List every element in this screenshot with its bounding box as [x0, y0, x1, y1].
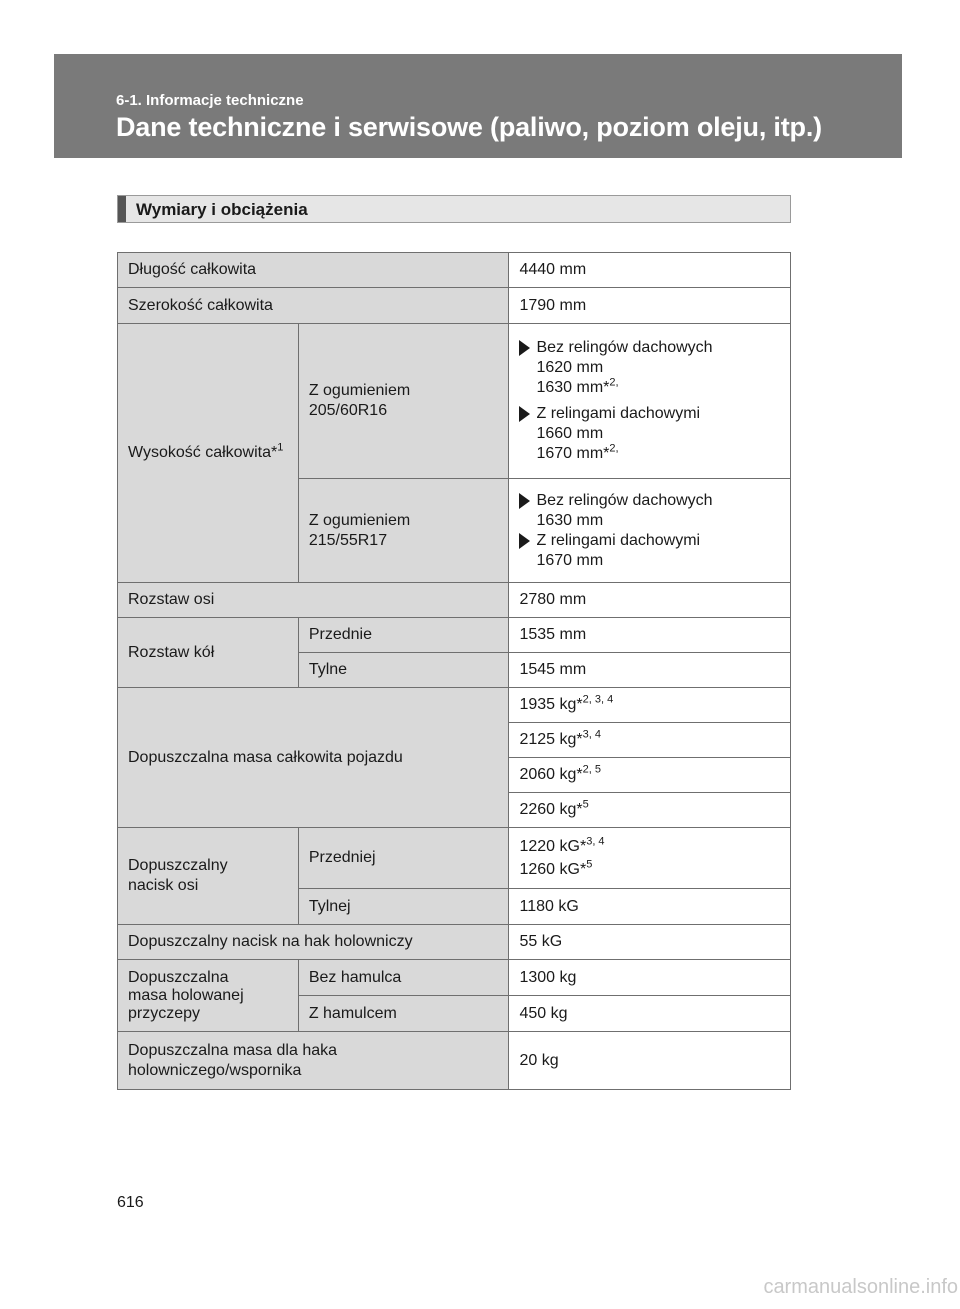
section-heading-text: Wymiary i obciążenia	[136, 200, 308, 219]
table-row	[118, 324, 791, 479]
carrier-value: 20 kg	[509, 1032, 791, 1090]
trailer-label: Dopuszczalna masa holowanej przyczepy	[118, 960, 299, 1032]
length-label: Długość całkowita	[118, 253, 509, 288]
list-item: Z relingami dachowymi	[519, 531, 780, 551]
gvw-value-3: 2060 kg*$^{2, 5}$	[509, 758, 791, 793]
track-front-label: Przednie	[298, 618, 509, 653]
track-rear-label: Tylne	[298, 653, 509, 688]
table-row	[118, 253, 791, 288]
width-value: 1790 mm	[509, 288, 791, 324]
gvw-value-4: 2260 kg*$^5$	[509, 793, 791, 828]
triangle-bullet-icon	[519, 493, 530, 509]
axle-rear-label: Tylnej	[298, 889, 509, 925]
trailer-brake-label: Z hamulcem	[298, 996, 509, 1032]
height-17-values: Bez relingów dachowych 1630 mm Z relingami dachowymi 1670 mm	[509, 479, 791, 583]
length-value: 4440 mm	[509, 253, 791, 288]
table-row	[118, 925, 791, 960]
height-17-label: Z ogumieniem 215/55R17	[298, 479, 509, 583]
track-front-value: 1535 mm	[509, 618, 791, 653]
section-heading	[117, 195, 791, 223]
triangle-bullet-icon	[519, 533, 530, 549]
height-16-label: Z ogumieniem 205/60R16	[298, 324, 509, 479]
trailer-nobrake-label: Bez hamulca	[298, 960, 509, 996]
hitch-label: Dopuszczalny nacisk na hak holowniczy	[118, 925, 509, 960]
watermark: carmanualsonline.info	[763, 1276, 958, 1298]
page-number: 616	[117, 1194, 144, 1211]
height-label: Wysokość całkowita*$^1$	[118, 324, 299, 583]
page-title: Dane techniczne i serwisowe (paliwo, poziom oleju, itp.)	[116, 112, 822, 142]
gvw-label: Dopuszczalna masa całkowita pojazdu	[118, 688, 509, 828]
table-row	[118, 1032, 791, 1090]
gvw-value-1: 1935 kg*$^{2, 3, 4}$	[509, 688, 791, 723]
width-label: Szerokość całkowita	[118, 288, 509, 324]
gvw-value-2: 2125 kg*$^{3, 4}$	[509, 723, 791, 758]
triangle-bullet-icon	[519, 406, 530, 422]
track-label: Rozstaw kół	[118, 618, 299, 688]
triangle-bullet-icon	[519, 340, 530, 356]
specs-table	[117, 252, 791, 1090]
axle-rear-value: 1180 kG	[509, 889, 791, 925]
heading-bar	[118, 196, 126, 222]
hitch-value: 55 kG	[509, 925, 791, 960]
list-item: Z relingami dachowymi	[519, 404, 780, 424]
table-row	[118, 583, 791, 618]
table-row	[118, 688, 791, 723]
axle-front-label: Przedniej	[298, 828, 509, 889]
trailer-brake-value: 450 kg	[509, 996, 791, 1032]
list-item: Bez relingów dachowych	[519, 491, 780, 511]
axle-label: Dopuszczalny nacisk osi	[118, 828, 299, 925]
wheelbase-label: Rozstaw osi	[118, 583, 509, 618]
table-row	[118, 618, 791, 653]
table-row	[118, 960, 791, 996]
list-item: Bez relingów dachowych	[519, 338, 780, 358]
carrier-label: Dopuszczalna masa dla haka holowniczego/wspornika	[118, 1032, 509, 1090]
section-label: 6-1. Informacje techniczne	[116, 92, 304, 109]
track-rear-value: 1545 mm	[509, 653, 791, 688]
wheelbase-value: 2780 mm	[509, 583, 791, 618]
page-header	[54, 54, 902, 158]
table-row	[118, 288, 791, 324]
height-16-values: Bez relingów dachowych 1620 mm 1630 mm*$^{2,}$ Z relingami dachowymi 1660 mm 1670 mm*$^{2,}$	[509, 324, 791, 479]
axle-front-value: 1220 kG*$^{3, 4}$ 1260 kG*$^5$	[509, 828, 791, 889]
trailer-nobrake-value: 1300 kg	[509, 960, 791, 996]
table-row	[118, 828, 791, 889]
